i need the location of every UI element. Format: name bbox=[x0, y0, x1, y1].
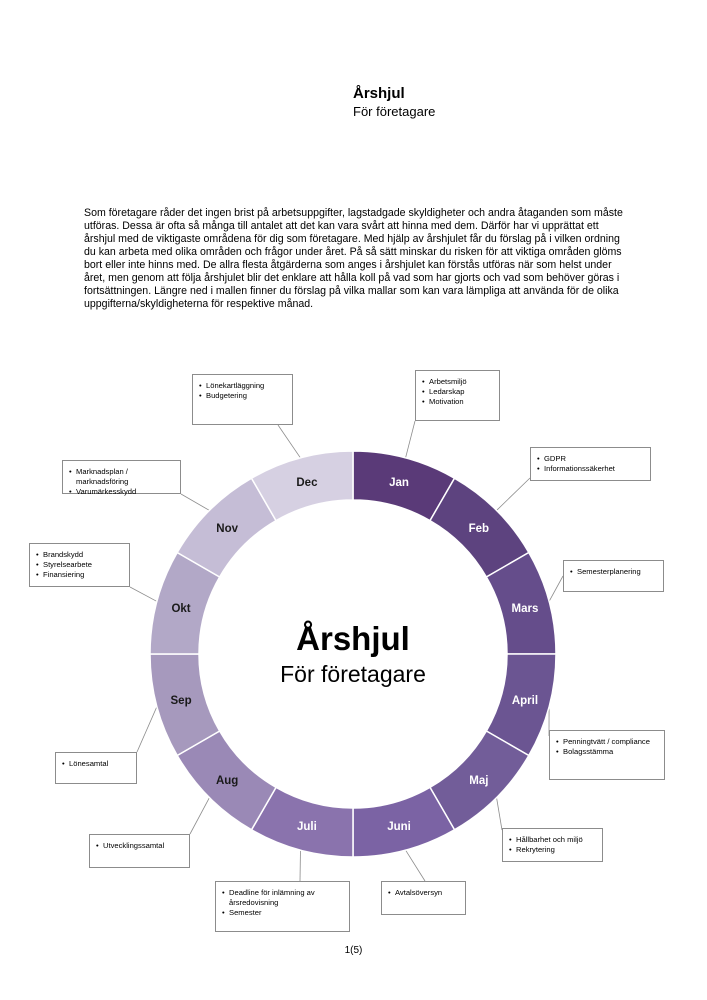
callout-item: • Avtalsöversyn bbox=[388, 888, 461, 898]
callout-connector bbox=[406, 421, 415, 458]
callout-item: • Lönekartläggning bbox=[199, 381, 288, 391]
callout-okt bbox=[29, 543, 130, 587]
callout-connector bbox=[190, 798, 209, 834]
callout-item: • Motivation bbox=[422, 397, 495, 407]
callout-sep bbox=[55, 752, 137, 784]
callout-juli bbox=[215, 881, 350, 932]
callout-connector bbox=[497, 798, 502, 830]
callout-feb bbox=[530, 447, 651, 481]
callout-item: • Lönesamtal bbox=[62, 759, 132, 769]
callout-item: • GDPR bbox=[537, 454, 646, 464]
callout-item: • Rekrytering bbox=[509, 845, 598, 855]
callout-item: • Informationssäkerhet bbox=[537, 464, 646, 474]
callout-list bbox=[222, 888, 345, 918]
wheel-month-label: Mars bbox=[511, 602, 539, 615]
callout-dec bbox=[192, 374, 293, 425]
callout-connector bbox=[549, 576, 563, 601]
wheel-month-label: Aug bbox=[215, 774, 239, 787]
callout-connector bbox=[406, 850, 425, 881]
callout-list bbox=[422, 377, 495, 407]
wheel-month-label: Dec bbox=[296, 477, 318, 490]
document-subtitle: För företagare bbox=[353, 104, 436, 119]
callout-list bbox=[537, 454, 646, 474]
callout-item: • Deadline för inlämning av årsredovisning bbox=[222, 888, 345, 908]
callout-list bbox=[62, 759, 132, 769]
callout-item: • Finansiering bbox=[36, 570, 125, 580]
callout-connector bbox=[181, 494, 209, 510]
wheel-month-label: Okt bbox=[171, 602, 191, 615]
callout-april bbox=[549, 730, 665, 780]
wheel-month-label: Juli bbox=[297, 820, 317, 833]
callout-item: • Varumärkesskydd bbox=[69, 487, 176, 497]
wheel-month-label: Nov bbox=[216, 523, 239, 536]
callout-jan bbox=[415, 370, 500, 421]
wheel-month-label: April bbox=[511, 695, 539, 708]
callout-nov bbox=[62, 460, 181, 494]
callout-item: • Brandskydd bbox=[36, 550, 125, 560]
year-wheel-diagram bbox=[0, 340, 707, 940]
callout-connector bbox=[137, 707, 157, 752]
wheel-month-label: Jan bbox=[389, 477, 409, 490]
callout-connector bbox=[278, 425, 300, 458]
wheel-month-label: Feb bbox=[468, 523, 490, 536]
intro-paragraph: Som företagare råder det ingen brist på arbetsuppgifter, lagstadgade skyldigheter och andra åtaganden som måste utföras. Dessa är ofta så många till antalet att det kan vara svårt att hinna med dem. Därför har vi upprättat ett årshjul med de viktigaste områdena för dig som företagare. Med hjälp av årshjulet får du förslag på i vilken ordning du kan arbeta med olika områden och frågor under året. På så sätt minskar du risken för att viktiga områden glöms bort eller inte hinns med. De allra flesta åtgärderna som anges i årshjulet kan förstås utföras när som helst under året, men genom att följa årshjulet blir det enklare att hålla koll på vad som har gjorts och vad som behöver göras i fortsättningen. Längre ned i mallen finner du förslag på vilka mallar som kan vara lämpliga att använda för de olika uppgifterna/skyldigheterna för respektive månad. bbox=[84, 207, 623, 310]
callout-item: • Styrelsearbete bbox=[36, 560, 125, 570]
callout-list bbox=[509, 835, 598, 855]
callout-item: • Penningtvätt / compliance bbox=[556, 737, 660, 747]
callout-item: • Budgetering bbox=[199, 391, 288, 401]
callout-list bbox=[388, 888, 461, 898]
callout-maj bbox=[502, 828, 603, 862]
document-title: Årshjul bbox=[353, 85, 405, 102]
callout-connector bbox=[497, 478, 530, 510]
wheel-center-title: Årshjul bbox=[296, 620, 410, 657]
page-number: 1(5) bbox=[344, 945, 363, 956]
wheel-center-subtitle: För företagare bbox=[280, 661, 426, 687]
callout-list bbox=[96, 841, 185, 851]
callout-list bbox=[570, 567, 659, 577]
callout-aug bbox=[89, 834, 190, 868]
callout-item: • Utvecklingssamtal bbox=[96, 841, 185, 851]
wheel-month-label: Maj bbox=[469, 774, 489, 787]
callout-mars bbox=[563, 560, 664, 592]
callout-list bbox=[199, 381, 288, 401]
callout-list bbox=[36, 550, 125, 580]
wheel-month-label: Juni bbox=[387, 820, 411, 833]
wheel-month-label: Sep bbox=[170, 695, 192, 708]
callout-item: • Semester bbox=[222, 908, 345, 918]
callout-juni bbox=[381, 881, 466, 915]
callout-connector bbox=[130, 587, 157, 601]
callout-list bbox=[556, 737, 660, 757]
callout-item: • Bolagsstämma bbox=[556, 747, 660, 757]
callout-list bbox=[69, 467, 176, 497]
callout-item: • Hållbarhet och miljö bbox=[509, 835, 598, 845]
callout-item: • Arbetsmiljö bbox=[422, 377, 495, 387]
callout-item: • Marknadsplan / marknadsföring bbox=[69, 467, 176, 487]
callout-item: • Semesterplanering bbox=[570, 567, 659, 577]
callout-item: • Ledarskap bbox=[422, 387, 495, 397]
